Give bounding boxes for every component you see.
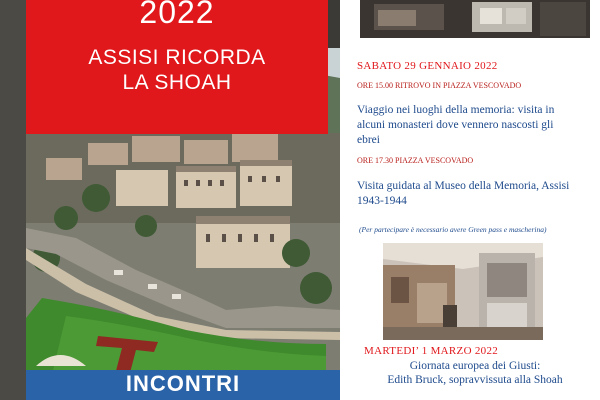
event1-time-2: ORE 17.30 PIAZZA VESCOVADO — [357, 156, 474, 165]
program-column — [350, 0, 600, 400]
cover-title-line-1: ASSISI RICORDA — [88, 46, 266, 69]
museum-photo — [383, 243, 543, 340]
cover-title-box — [26, 0, 328, 134]
cover-band-text: INCONTRI — [125, 371, 241, 396]
event1-description-1: Viaggio nei luoghi della memoria: visita in alcuni monasteri dove vennero nascosti gli ebrei — [357, 104, 555, 146]
cover-title-line-2: LA SHOAH — [122, 71, 232, 94]
event1-date: SABATO 29 GENNAIO 2022 — [357, 60, 498, 72]
event1-description-2: Visita guidata al Museo della Memoria, Assisi 1943-1944 — [357, 180, 570, 207]
cover-edge — [328, 0, 340, 48]
exhibit-photo-top — [360, 0, 590, 38]
cover-band — [26, 370, 340, 400]
event2-date: MARTEDI’ 1 MARZO 2022 — [364, 345, 499, 357]
event2-line-2: Edith Bruck, sopravvissuta alla Shoah — [387, 374, 563, 386]
event1-time-1: ORE 15.00 RITROVO IN PIAZZA VESCOVADO — [357, 81, 522, 90]
event2-line-1: Giornata europea dei Giusti: — [409, 360, 541, 372]
event1-note: (Per partecipare è necessario avere Green pass e mascherina) — [359, 225, 547, 234]
cover-year: 2022 — [139, 0, 215, 30]
